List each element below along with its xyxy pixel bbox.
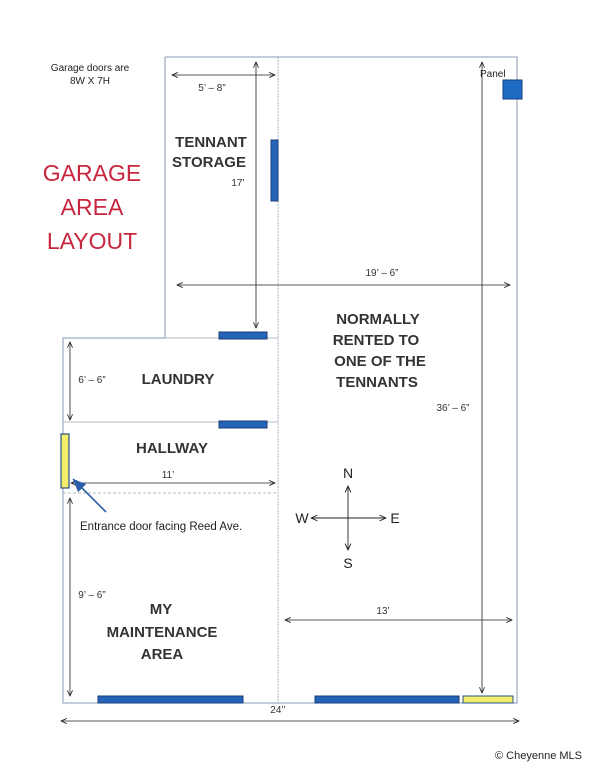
entrance-door	[61, 434, 69, 488]
garage-door-left	[98, 696, 243, 703]
compass-south: S	[343, 555, 353, 571]
compass-north: N	[342, 465, 354, 481]
entrance-note: Entrance door facing Reed Ave.	[80, 521, 243, 533]
compass-west: W	[295, 510, 309, 526]
width-13-label: 13’	[376, 606, 390, 617]
title-line1: GARAGE	[42, 160, 142, 186]
panel-label: Panel	[480, 69, 506, 80]
rented-label-line1: NORMALLY	[336, 311, 420, 328]
title-line3: LAYOUT	[46, 228, 138, 254]
storage-width-label: 5’ – 8”	[198, 83, 226, 94]
electrical-panel	[503, 80, 522, 99]
laundry-label: LAUNDRY	[141, 371, 215, 388]
garage-door-note-line1: Garage doors are	[50, 63, 130, 74]
compass-east: E	[390, 510, 400, 526]
storage-label-line2: STORAGE	[172, 154, 246, 171]
entrance-pointer-arrow	[73, 479, 106, 512]
outer-wall	[60, 57, 517, 703]
rented-label-line2: RENTED TO	[332, 332, 420, 349]
storage-door	[271, 140, 278, 201]
title-line2: AREA	[60, 194, 124, 220]
storage-label-line1: TENNANT	[175, 134, 247, 151]
width-19-6-label: 19’ – 6”	[365, 268, 399, 279]
hall-width-label: 11’	[161, 470, 175, 481]
rented-label-line3: ONE OF THE	[334, 353, 426, 370]
garage-door-right	[315, 696, 459, 703]
laundry-depth-label: 6’ – 6”	[78, 375, 106, 386]
hallway-label: HALLWAY	[136, 440, 208, 457]
laundry-door-bottom	[219, 421, 267, 428]
total-width-label: 24’’	[270, 705, 286, 716]
maint-label-line3: AREA	[140, 646, 184, 663]
maint-depth-label: 9’ – 6”	[78, 590, 106, 601]
copyright: © Cheyenne MLS	[495, 750, 582, 762]
rented-label-line4: TENNANTS	[336, 374, 418, 391]
maint-label-line1: MY	[149, 601, 173, 618]
storage-depth-label: 17’	[231, 178, 245, 189]
maint-label-line2: MAINTENANCE	[106, 624, 218, 641]
garage-door-note-line2: 8W X 7H	[69, 76, 111, 87]
depth-36-6-label: 36’ – 6”	[436, 403, 470, 414]
side-door-yellow	[463, 696, 513, 703]
laundry-door-top	[219, 332, 267, 339]
